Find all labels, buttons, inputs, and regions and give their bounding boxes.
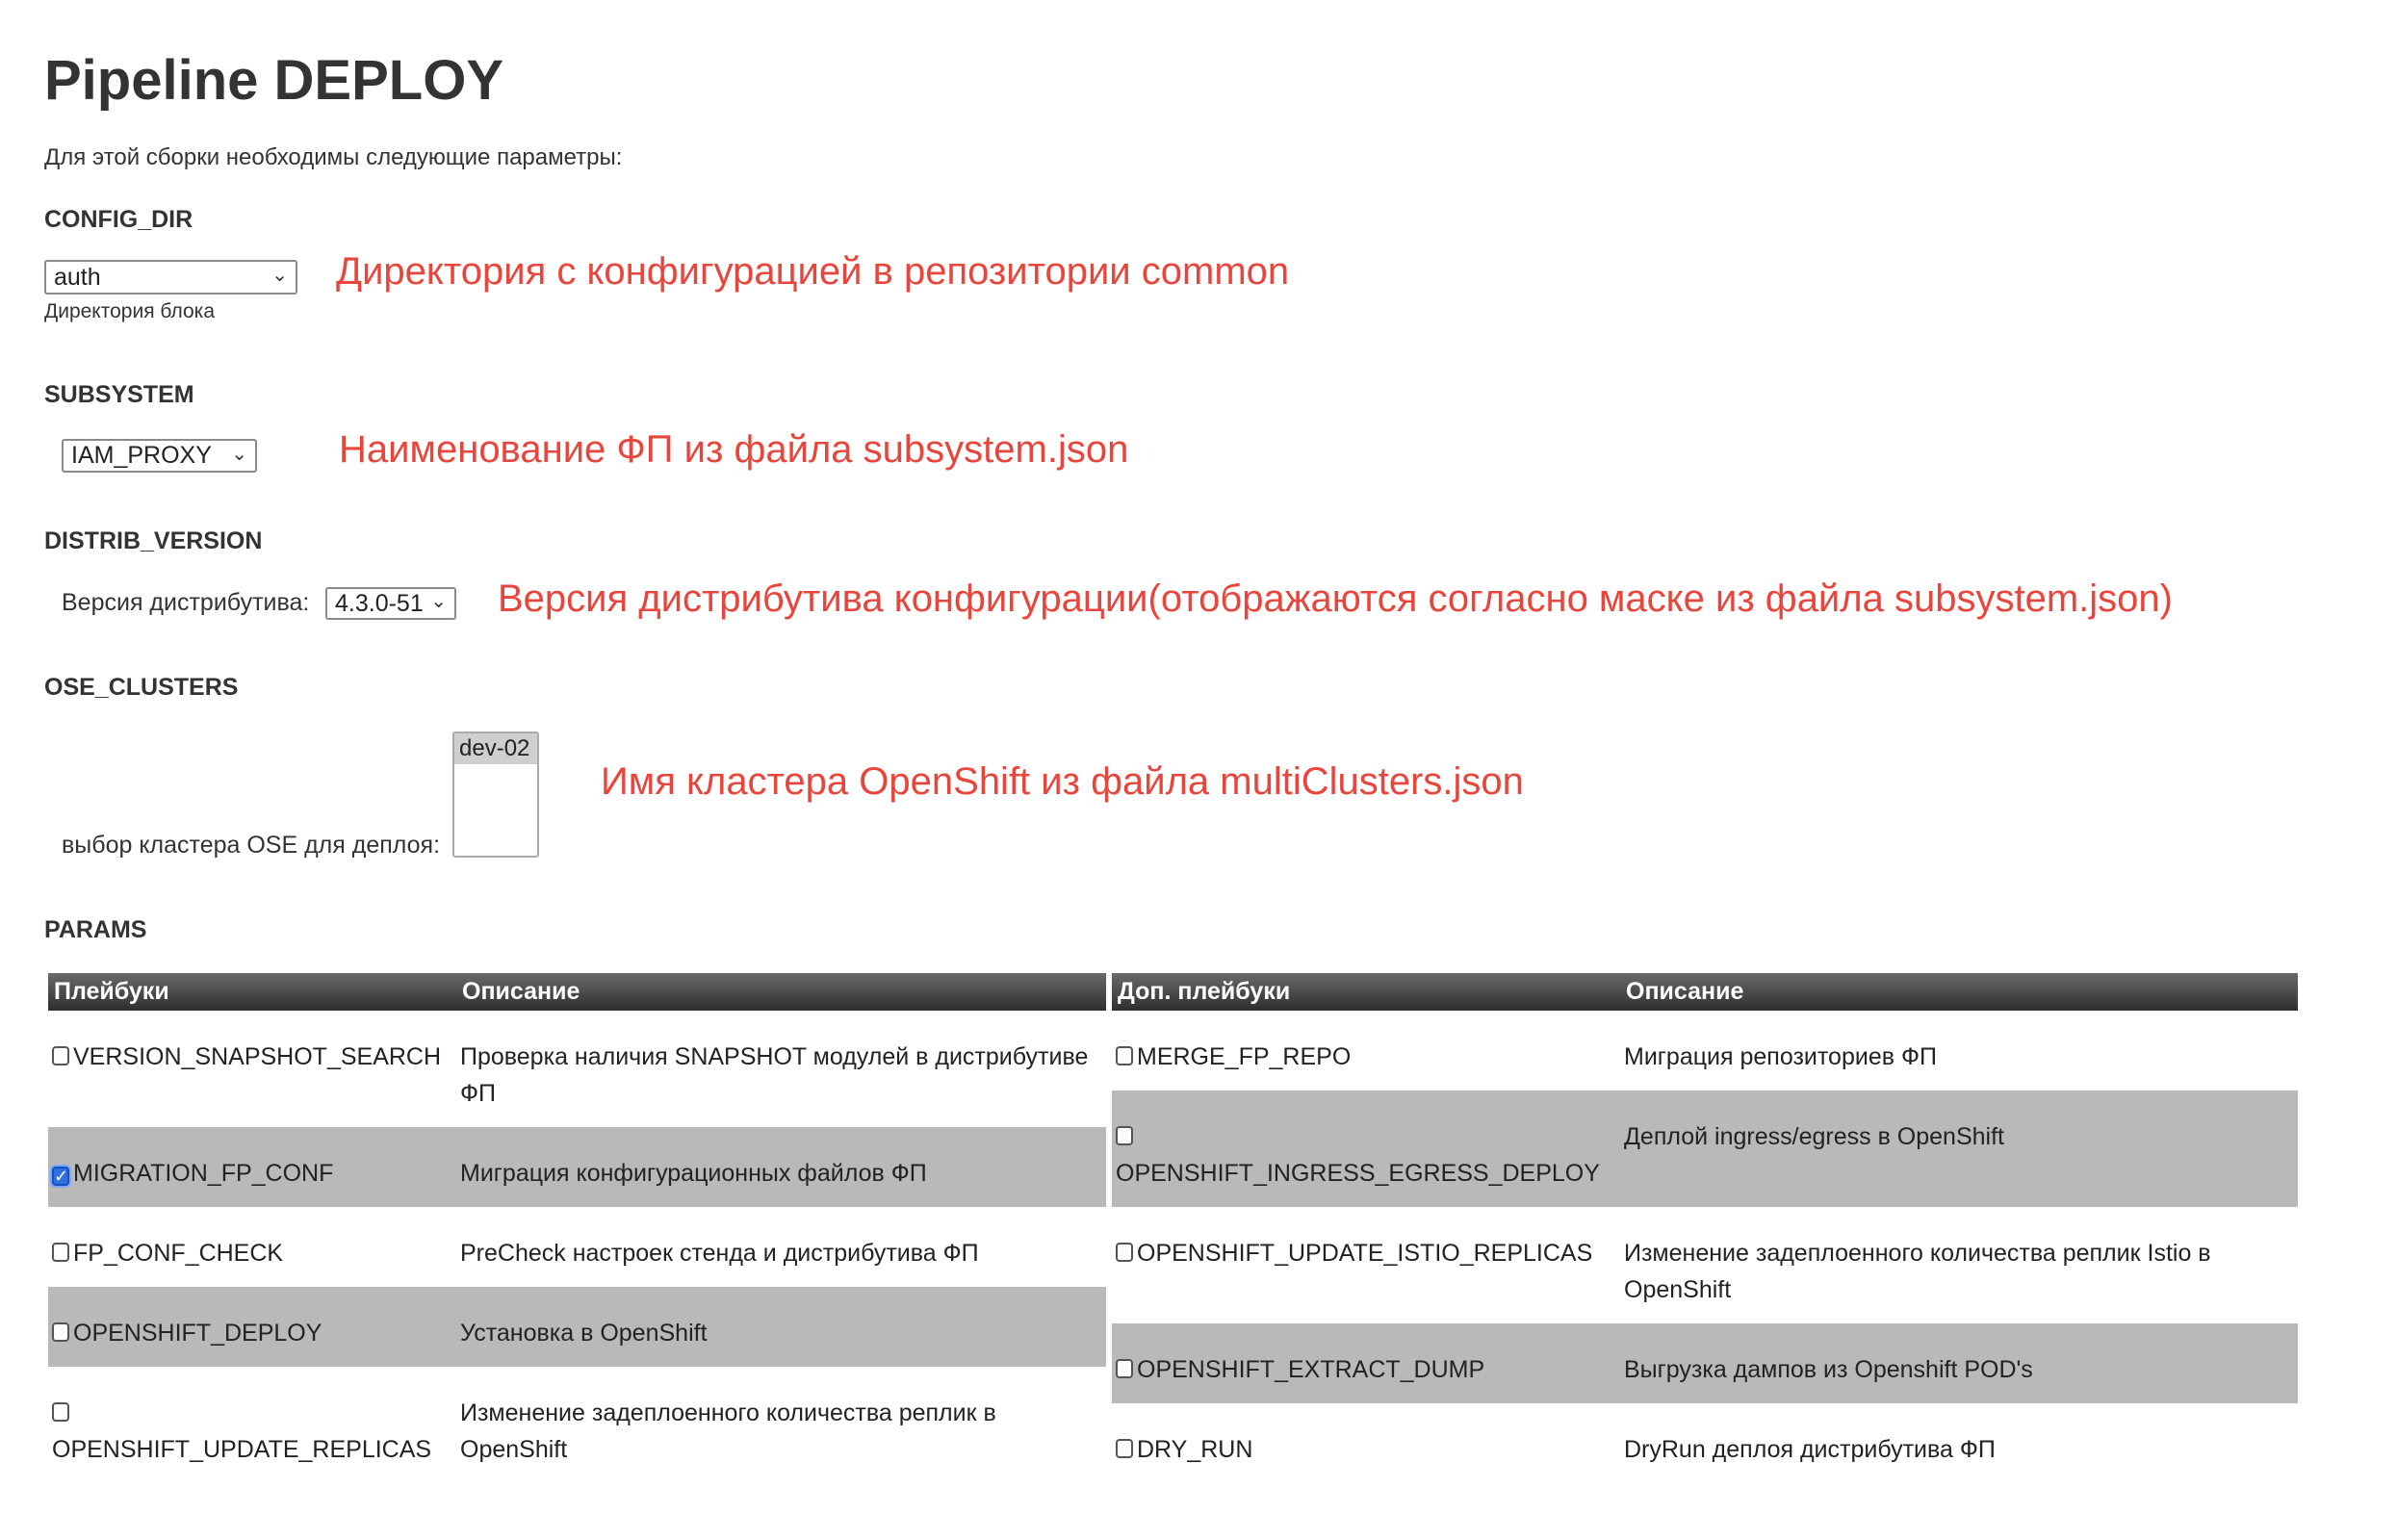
- playbook-description: PreCheck настроек стенда и дистрибутива ФП: [460, 1240, 979, 1267]
- checkbox[interactable]: [52, 1322, 69, 1342]
- params-label: PARAMS: [44, 916, 147, 943]
- intro-text: Для этой сборки необходимы следующие параметры:: [44, 144, 623, 170]
- checkbox[interactable]: [1116, 1243, 1133, 1262]
- checkbox[interactable]: [1116, 1439, 1133, 1458]
- distrib-version-annotation: Версия дистрибутива конфигурации(отображаются согласно маске из файла subsystem.json): [498, 578, 2173, 620]
- table-row: [1112, 1323, 2298, 1403]
- table-row: [1112, 1207, 2298, 1323]
- config-dir-select[interactable]: [44, 260, 297, 295]
- playbook-name: MIGRATION_FP_CONF: [73, 1160, 334, 1187]
- distrib-version-value: 4.3.0-51: [335, 589, 424, 617]
- playbook-description: Деплой ingress/egress в OpenShift: [1620, 1091, 2298, 1207]
- ose-clusters-annotation: Имя кластера OpenShift из файла multiClusters.json: [601, 760, 1524, 803]
- playbook-description: Выгрузка дампов из Openshift POD's: [1620, 1323, 2298, 1403]
- playbook-description: Установка в OpenShift: [456, 1287, 1106, 1367]
- playbook-name: VERSION_SNAPSHOT_SEARCH: [73, 1043, 442, 1070]
- subsystem-value: IAM_PROXY: [71, 442, 212, 469]
- chevron-down-icon: ⌄: [231, 443, 247, 465]
- header-description: Описание: [1620, 973, 2298, 1011]
- playbooks-table: [48, 973, 1106, 1483]
- subsystem-select[interactable]: [62, 439, 257, 473]
- playbook-description: Проверка наличия SNAPSHOT модулей в дистрибутиве ФП: [460, 1043, 1089, 1107]
- config-dir-help: Директория блока: [44, 300, 215, 322]
- checkbox-checked[interactable]: ✓: [54, 1167, 69, 1186]
- checkbox[interactable]: [1116, 1126, 1133, 1145]
- playbook-name: OPENSHIFT_UPDATE_ISTIO_REPLICAS: [1137, 1240, 1593, 1267]
- config-dir-annotation: Директория с конфигурацией в репозитории common: [336, 250, 1290, 293]
- playbook-name: OPENSHIFT_INGRESS_EGRESS_DEPLOY: [1116, 1160, 1600, 1187]
- cluster-option-dev-02[interactable]: dev-02: [454, 733, 537, 764]
- table-row: [48, 1011, 1106, 1127]
- header-extra-playbooks: Доп. плейбуки: [1112, 973, 1620, 1011]
- checkbox[interactable]: [52, 1046, 69, 1065]
- table-row: [48, 1287, 1106, 1367]
- playbook-description: Изменение задеплоенного количества реплик Istio в OpenShift: [1624, 1240, 2211, 1303]
- playbook-name: MERGE_FP_REPO: [1137, 1043, 1352, 1070]
- extra-playbooks-table: [1112, 973, 2298, 1483]
- ose-clusters-field-label: выбор кластера OSE для деплоя:: [62, 832, 441, 859]
- playbook-description: Изменение задеплоенного количества реплик в OpenShift: [460, 1399, 996, 1463]
- ose-clusters-label: OSE_CLUSTERS: [44, 674, 239, 701]
- chevron-down-icon: ⌄: [271, 265, 288, 286]
- header-playbooks: Плейбуки: [48, 973, 456, 1011]
- table-row: [1112, 1403, 2298, 1483]
- config-dir-value: auth: [54, 263, 101, 291]
- header-description: Описание: [456, 973, 1106, 1011]
- distrib-version-label: DISTRIB_VERSION: [44, 527, 263, 554]
- config-dir-label: CONFIG_DIR: [44, 206, 193, 233]
- subsystem-annotation: Наименование ФП из файла subsystem.json: [339, 428, 1129, 471]
- distrib-version-field-label: Версия дистрибутива:: [62, 589, 310, 616]
- page-title: Pipeline DEPLOY: [44, 49, 503, 112]
- checkbox[interactable]: [1116, 1046, 1133, 1065]
- playbook-name: FP_CONF_CHECK: [73, 1240, 284, 1267]
- chevron-down-icon: ⌄: [430, 591, 447, 612]
- playbook-name: OPENSHIFT_EXTRACT_DUMP: [1137, 1356, 1485, 1383]
- table-row: [48, 1207, 1106, 1287]
- playbook-description: Миграция репозиториев ФП: [1624, 1043, 1937, 1070]
- playbook-description: DryRun деплоя дистрибутива ФП: [1624, 1436, 1996, 1463]
- playbook-description: Миграция конфигурационных файлов ФП: [456, 1127, 1106, 1207]
- checkbox[interactable]: [52, 1243, 69, 1262]
- ose-clusters-listbox[interactable]: [452, 732, 539, 858]
- table-row: [1112, 1011, 2298, 1091]
- distrib-version-select[interactable]: [325, 587, 456, 620]
- playbook-name: DRY_RUN: [1137, 1436, 1253, 1463]
- table-header: [1112, 973, 2298, 1011]
- playbook-name: OPENSHIFT_UPDATE_REPLICAS: [52, 1436, 432, 1463]
- playbook-name: OPENSHIFT_DEPLOY: [73, 1320, 322, 1347]
- subsystem-label: SUBSYSTEM: [44, 381, 194, 408]
- table-row: [48, 1367, 1106, 1483]
- table-header: [48, 973, 1106, 1011]
- table-row: [48, 1127, 1106, 1207]
- table-row: [1112, 1091, 2298, 1207]
- checkbox[interactable]: [52, 1402, 69, 1422]
- checkbox[interactable]: [1116, 1359, 1133, 1378]
